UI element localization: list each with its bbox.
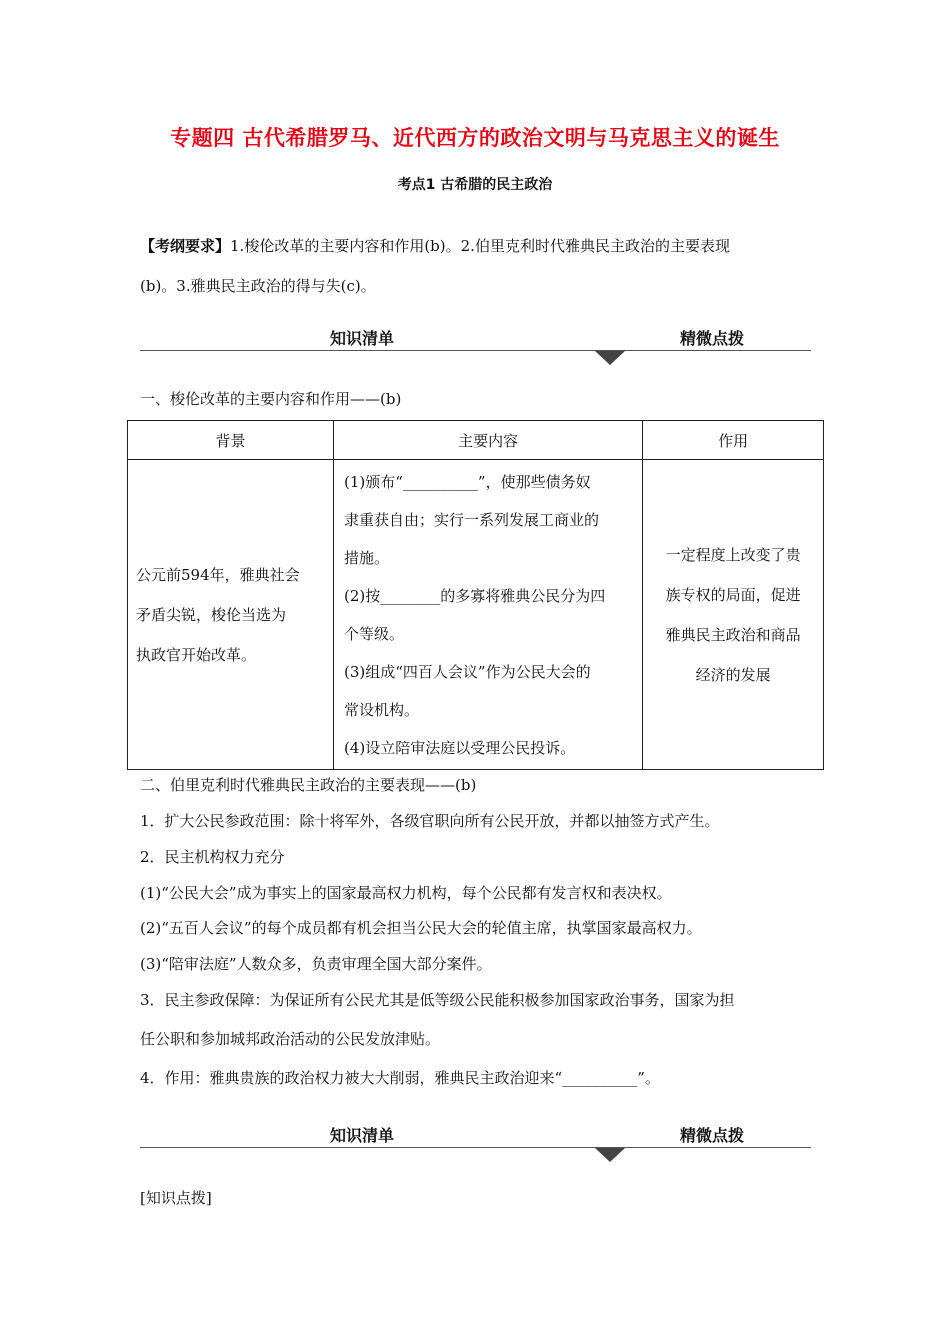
- paragraph-2b: (2)“五百人会议”的每个成员都有机会担当公民大会的轮值主席，执掌国家最高权力。: [140, 919, 702, 937]
- paragraph-3a: 3．民主参政保障：为保证所有公民尤其是低等级公民能积极参加国家政治事务，国家为担: [140, 991, 735, 1009]
- table-text-line: 执政官开始改革。: [136, 645, 257, 664]
- requirements-line-1: 1.梭伦改革的主要内容和作用(b)。2.伯里克利时代雅典民主政治的主要表现: [230, 237, 730, 255]
- bar-left-label: 知识清单: [330, 329, 395, 348]
- table-cell-content: [334, 460, 643, 770]
- table-text-line: 隶重获自由；实行一系列发展工商业的: [344, 510, 600, 529]
- page-subtitle: 考点1 古希腊的民主政治: [397, 177, 553, 193]
- table-header-content: 主要内容: [334, 421, 643, 460]
- section-bar-1: [140, 326, 811, 366]
- table-text-line: (2)按________的多寡将雅典公民分为四: [344, 586, 606, 605]
- table-text-line: 雅典民主政治和商品: [665, 625, 801, 644]
- paragraph-2c: (3)“陪审法庭”人数众多，负责审理全国大部分案件。: [140, 955, 492, 973]
- bar-divider: [140, 350, 811, 351]
- table-text-line: (4)设立陪审法庭以受理公民投诉。: [344, 738, 576, 757]
- table-cell-effect: [643, 460, 824, 770]
- bar-right-label: 精微点拨: [680, 1126, 745, 1145]
- table-text-line: 矛盾尖锐，梭伦当选为: [136, 605, 287, 624]
- table-text-line: 公元前594年，雅典社会: [136, 565, 300, 584]
- paragraph-1: 1．扩大公民参政范围：除十将军外，各级官职向所有公民开放，并都以抽签方式产生。: [140, 812, 720, 830]
- section-2-heading: 二、伯里克利时代雅典民主政治的主要表现——(b): [140, 776, 477, 794]
- requirements-line-2: (b)。3.雅典民主政治的得与失(c)。: [140, 277, 376, 295]
- table-cell-background: [128, 460, 334, 770]
- footer-label: [知识点拨]: [140, 1189, 212, 1207]
- table-text-line: 措施。: [344, 548, 390, 567]
- section-bar-2: [140, 1123, 811, 1163]
- paragraph-2: 2．民主机构权力充分: [140, 848, 285, 866]
- table-text-line: 族专权的局面，促进: [665, 585, 801, 604]
- table-text-line: 常设机构。: [344, 700, 420, 719]
- requirements-tag: 【考纲要求】: [140, 237, 231, 255]
- table-row: [128, 460, 824, 770]
- bar-divider: [140, 1147, 811, 1148]
- triangle-marker-icon: [595, 1148, 625, 1162]
- bar-left-label: 知识清单: [330, 1126, 395, 1145]
- paragraph-4: 4．作用：雅典贵族的政治权力被大大削弱，雅典民主政治迎来“__________”。: [140, 1069, 660, 1087]
- solon-reform-table: [127, 420, 824, 770]
- triangle-marker-icon: [595, 351, 625, 365]
- table-text-line: 个等级。: [344, 624, 405, 643]
- table-header-background: 背景: [128, 421, 334, 460]
- paragraph-3b: 任公职和参加城邦政治活动的公民发放津贴。: [140, 1030, 441, 1048]
- table-text-line: (3)组成“四百人会议”作为公民大会的: [344, 662, 591, 681]
- page-title: 专题四 古代希腊罗马、近代西方的政治文明与马克思主义的诞生: [170, 126, 780, 150]
- table-text-line: (1)颁布“__________”，使那些债务奴: [344, 472, 591, 491]
- table-text-line: 一定程度上改变了贵: [665, 545, 801, 564]
- paragraph-2a: (1)“公民大会”成为事实上的国家最高权力机构，每个公民都有发言权和表决权。: [140, 884, 672, 902]
- table-header-effect: 作用: [643, 421, 824, 460]
- section-1-heading: 一、梭伦改革的主要内容和作用——(b): [140, 390, 402, 408]
- table-text-line: 经济的发展: [695, 665, 771, 684]
- table-header-row: [128, 421, 824, 460]
- bar-right-label: 精微点拨: [680, 329, 745, 348]
- requirements: [140, 226, 820, 306]
